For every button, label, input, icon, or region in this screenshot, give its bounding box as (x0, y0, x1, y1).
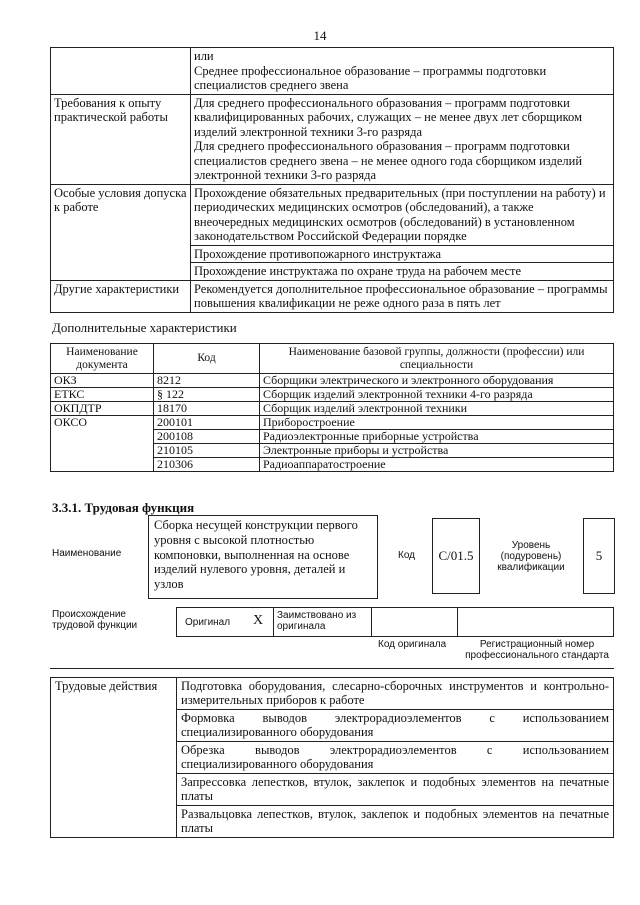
header-cell: Наименование документа (51, 344, 154, 374)
row-value: Для среднего профессионального образования – программ подготовки квалифицированных рабочих, служащих – не менее двух лет сборщиком изделий электронной техники 3-го разряда Для среднего профессионального образования – программ подготовки специалистов среднего звена – не менее одного года сборщиком изделий электронной техники 3-го разряда (191, 94, 614, 184)
row-label (51, 48, 191, 95)
original-mark: X (253, 613, 264, 628)
origin-label: Происхождение трудовой функции (52, 609, 138, 631)
function-name: Сборка несущей конструкции первого уровня с высокой плотностью компоновки, выполненная на основе изделий нулевого уровня, деталей и узлов (154, 518, 358, 592)
code-cell: 200101 (154, 416, 260, 430)
header-cell: Наименование базовой группы, должности (профессии) или специальности (260, 344, 614, 374)
table-row (51, 388, 614, 402)
doc-cell: ОКСО (51, 416, 154, 472)
table-row (51, 416, 614, 430)
doc-cell: ОКЗ (51, 374, 154, 388)
name-label: Наименование (52, 548, 122, 559)
name-cell: Сборщик изделий электронной техники 4-го разряда (260, 388, 614, 402)
code-value: C/01.5 (438, 548, 474, 563)
divider (371, 608, 372, 636)
code-cell: § 122 (154, 388, 260, 402)
name-cell: Сборщик изделий электронной техники (260, 402, 614, 416)
row-label: Другие характеристики (51, 280, 191, 312)
table-row (51, 94, 614, 184)
table-row (51, 184, 614, 245)
code-cell: 210105 (154, 444, 260, 458)
additional-table (50, 343, 614, 472)
table-row (51, 48, 614, 95)
level-value: 5 (595, 548, 603, 563)
code-cell: 200108 (154, 430, 260, 444)
level-label: Уровень (подуровень) квалификации (497, 540, 565, 573)
row-value: Прохождение противопожарного инструктажа (191, 245, 614, 263)
header-cell: Код (154, 344, 260, 374)
code-cell: 210306 (154, 458, 260, 472)
row-value: Рекомендуется дополнительное профессиональное образование – программы повышения квалификации не реже одного раза в пять лет (191, 280, 614, 312)
code-box (432, 518, 480, 594)
name-cell: Электронные приборы и устройства (260, 444, 614, 458)
additional-title: Дополнительные характеристики (52, 320, 237, 335)
doc-cell: ОКПДТР (51, 402, 154, 416)
section-heading: 3.3.1. Трудовая функция (52, 500, 195, 515)
divider (273, 608, 274, 636)
divider (457, 608, 458, 636)
doc-cell: ЕТКС (51, 388, 154, 402)
action-cell: Формовка выводов электрорадиоэлементов с использованием специализированного оборудования (177, 710, 614, 742)
row-value: Прохождение обязательных предварительных (при поступлении на работу) и периодических медицинских осмотров (обследований), а также внеочередных медицинских осмотров (обследований) в установленном законодательством Российской Федерации порядке (191, 184, 614, 245)
name-cell: Приборостроение (260, 416, 614, 430)
table-header-row (51, 344, 614, 374)
row-label: Требования к опыту практической работы (51, 94, 191, 184)
name-cell: Радиоаппаратостроение (260, 458, 614, 472)
code-cell: 18170 (154, 402, 260, 416)
name-cell: Радиоэлектронные приборные устройства (260, 430, 614, 444)
borrowed-label: Заимствовано из оригинала (277, 610, 357, 632)
origin-row (176, 607, 614, 637)
page-number: 14 (313, 28, 327, 43)
code-original-caption: Код оригинала (378, 639, 447, 650)
requirements-table (50, 47, 614, 313)
separator (50, 668, 614, 669)
row-label: Трудовые действия (51, 678, 177, 838)
row-value: Прохождение инструктажа по охране труда на рабочем месте (191, 263, 614, 281)
action-cell: Обрезка выводов электрорадиоэлементов с использованием специализированного оборудования (177, 742, 614, 774)
action-cell: Развальцовка лепестков, втулок, заклепок и подобных элементов на печатные платы (177, 806, 614, 838)
code-cell: 8212 (154, 374, 260, 388)
table-row (51, 374, 614, 388)
table-row (51, 280, 614, 312)
table-row (51, 678, 614, 710)
labor-actions-table (50, 677, 614, 838)
name-cell: Сборщики электрического и электронного оборудования (260, 374, 614, 388)
original-label: Оригинал (185, 617, 231, 628)
action-cell: Подготовка оборудования, слесарно-сборочных инструментов и контрольно-измерительных приборов к работе (177, 678, 614, 710)
action-cell: Запрессовка лепестков, втулок, заклепок и подобных элементов на печатные платы (177, 774, 614, 806)
function-name-box (148, 515, 378, 599)
reg-number-caption: Регистрационный номер профессионального стандарта (465, 639, 609, 661)
row-value: или Среднее профессиональное образование – программы подготовки специалистов среднего звена (191, 48, 614, 95)
level-box (583, 518, 615, 594)
table-row (51, 402, 614, 416)
row-label: Особые условия допуска к работе (51, 184, 191, 280)
code-label: Код (398, 550, 416, 561)
